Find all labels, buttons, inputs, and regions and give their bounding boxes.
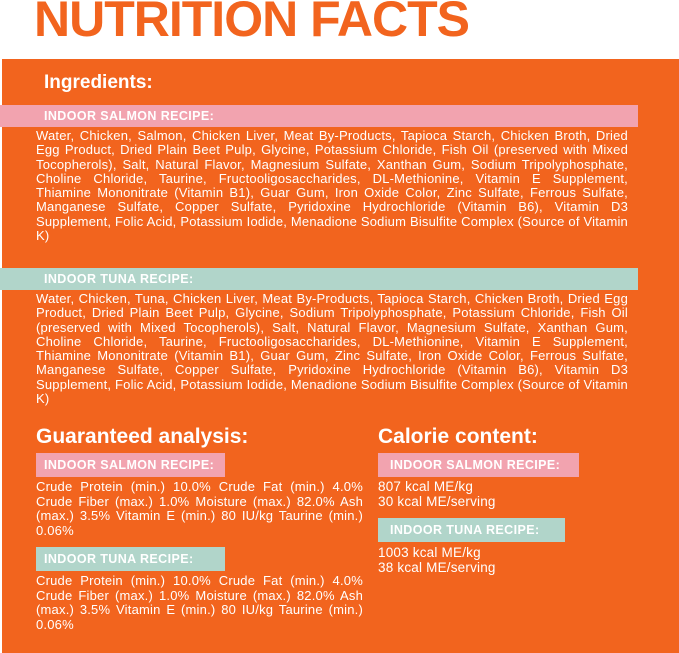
salmon-ingredients-text: Water, Chicken, Salmon, Chicken Liver, Meat By-Products, Tapioca Starch, Chicken Broth, Dried Egg Product, Dried Plain Beet Pulp, Glycine, Potassium Chloride, Fish Oil (preserved with Mixed Tocopherols), Salt, Natural Flavor, Magnesium Sulfate, Xanthan Gum, Sodium Tripolyphosphate, Choline Chloride, Taurine, Fructooligosaccharides, DL-Methionine, Vitamin E Supplement, Thiamine Mononitrate (Vitamin B1), Guar Gum, Iron Oxide Color, Zinc Sulfate, Ferrous Sulfate, Manganese Sulfate, Copper Sulfate, Pyridoxine Hydrochloride (Vitamin B6), Vitamin D3 Supplement, Folic Acid, Potassium Iodide, Menadione Sodium Bisulfite Complex (Source of Vitamin K) [36,128,628,244]
salmon-ingredients-banner: INDOOR SALMON RECIPE: [0,105,638,127]
page-title: NUTRITION FACTS [34,0,469,47]
calorie-tuna-kcal-kg: 1003 kcal ME/kg [378,545,481,560]
analysis-salmon-text: Crude Protein (min.) 10.0% Crude Fat (min.) 4.0% Crude Fiber (max.) 1.0% Moisture (max.) 82.0% Ash (max.) 3.5% Vitamin E (min.) 80 IU/kg Taurine (min.) 0.06% [36,479,363,538]
calorie-tuna-values [378,545,496,575]
calorie-salmon-kcal-kg: 807 kcal ME/kg [378,479,474,494]
tuna-ingredients-text: Water, Chicken, Tuna, Chicken Liver, Meat By-Products, Tapioca Starch, Chicken Broth, Dried Egg Product, Dried Plain Beet Pulp, Glycine, Sodium Tripolyphosphate, Potassium Chloride, Fish Oil (preserved with Mixed Tocopherols), Salt, Natural Flavor, Magnesium Sulfate, Xanthan Gum, Choline Chloride, Taurine, Fructooligosaccharides, DL-Methionine, Vitamin E Supplement, Thiamine Mononitrate (Vitamin B1), Guar Gum, Zinc Sulfate, Iron Oxide Color, Ferrous Sulfate, Manganese Sulfate, Copper Sulfate, Pyridoxine Hydrochloride (Vitamin B6), Vitamin D3 Supplement, Folic Acid, Potassium Iodide, Menadione Sodium Bisulfite Complex (Source of Vitamin K) [36,291,628,407]
analysis-tuna-banner: INDOOR TUNA RECIPE: [36,547,225,571]
calorie-salmon-kcal-serving: 30 kcal ME/serving [378,494,496,509]
analysis-salmon-banner: INDOOR SALMON RECIPE: [36,453,225,477]
calorie-content-heading: Calorie content: [378,425,538,448]
calorie-salmon-banner: INDOOR SALMON RECIPE: [378,453,579,477]
calorie-tuna-banner: INDOOR TUNA RECIPE: [378,518,565,542]
tuna-ingredients-banner: INDOOR TUNA RECIPE: [0,268,638,290]
calorie-tuna-kcal-serving: 38 kcal ME/serving [378,560,496,575]
guaranteed-analysis-heading: Guaranteed analysis: [36,425,249,448]
calorie-salmon-values [378,479,496,509]
analysis-tuna-text: Crude Protein (min.) 10.0% Crude Fat (min.) 4.0% Crude Fiber (max.) 1.0% Moisture (max.) 82.0% Ash (max.) 3.5% Vitamin E (min.) 80 IU/kg Taurine (min.) 0.06% [36,573,363,632]
ingredients-heading: Ingredients: [44,72,153,93]
